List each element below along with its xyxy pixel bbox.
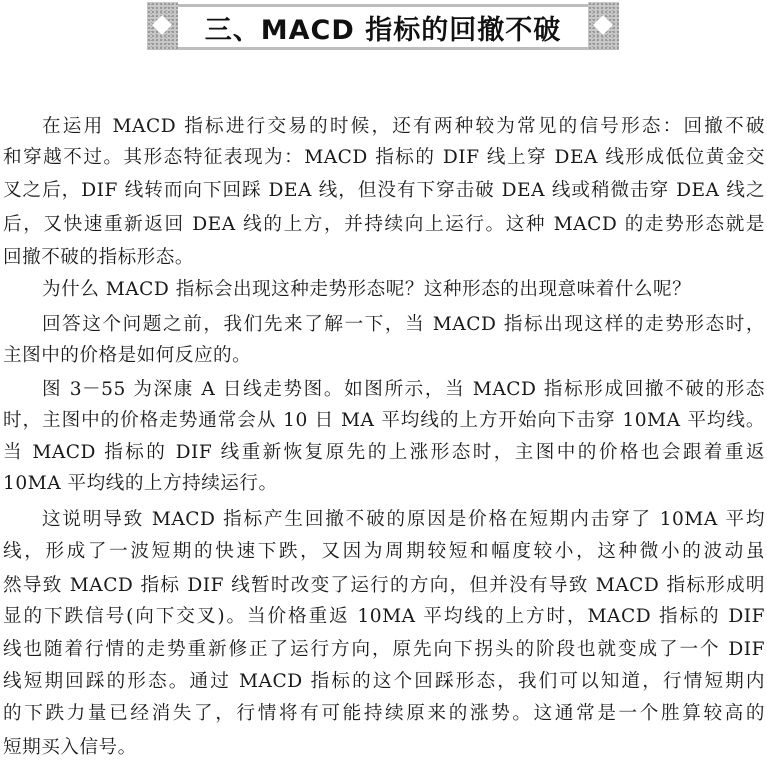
paragraph-4-line-1: 图 3－55 为深康 A 日线走势图。如图所示，当 MACD 指标形成回撤不破的形态: [42, 379, 765, 400]
paragraph-1-line-3: 叉之后，DIF 线转而向下回踩 DEA 线，但没有下穿击破 DEA 线或稍微击穿 DEA 线之: [3, 180, 765, 201]
paragraph-5-line-7: 的下跌力量已经消失了，行情将有可能持续原来的涨势。这通常是一个胜算较高的: [3, 703, 765, 724]
paragraph-5-line-6: 线短期回踩的形态。通过 MACD 指标的这个回踩形态，我们可以知道，行情短期内: [3, 671, 765, 692]
paragraph-3-line-1: 回答这个问题之前，我们先来了解一下，当 MACD 指标出现这样的走势形态时，: [42, 314, 765, 335]
paragraph-1-line-2: 和穿越不过。其形态特征表现为：MACD 指标的 DIF 线上穿 DEA 线形成低位黄金交: [3, 147, 765, 168]
paragraph-1-line-1: 在运用 MACD 指标进行交易的时候，还有两种较为常见的信号形态：回撤不破: [42, 116, 765, 137]
header-left-ornament: [147, 2, 178, 49]
paragraph-5-line-8: 短期买入信号。: [3, 737, 137, 758]
paragraph-5-line-3: 然导致 MACD 指标 DIF 线暂时改变了运行的方向，但并没有导致 MACD 指标形成明: [3, 575, 765, 596]
paragraph-1-line-5: 回撤不破的指标形态。: [3, 247, 194, 268]
paragraph-1-line-4: 后，又快速重新返回 DEA 线的上方，并持续向上运行。这种 MACD 的走势形态就是: [3, 214, 765, 235]
paragraph-5-line-4: 显的下跌信号(向下交叉)。当价格重返 10MA 平均线的上方时，MACD 指标的 DIF: [3, 606, 765, 627]
header-right-ornament: [588, 2, 619, 49]
paragraph-3-line-2: 主图中的价格是如何反应的。: [3, 345, 252, 366]
paragraph-5-line-1: 这说明导致 MACD 指标产生回撤不破的原因是价格在短期内击穿了 10MA 平均: [42, 509, 765, 530]
diamond-icon: [152, 15, 172, 35]
paragraph-5-line-5: 线也随着行情的走势重新修正了运行方向，原先向下拐头的阶段也就变成了一个 DIF: [3, 639, 765, 660]
diamond-icon: [593, 15, 613, 35]
paragraph-2-line-1: 为什么 MACD 指标会出现这种走势形态呢？这种形态的出现意味着什么呢？: [42, 279, 692, 300]
paragraph-4-line-4: 10MA 平均线的上方持续运行。: [3, 473, 278, 494]
paragraph-4-line-2: 时，主图中的价格走势通常会从 10 日 MA 平均线的上方开始向下击穿 10MA 平均线。: [3, 410, 765, 431]
paragraph-5-line-2: 线，形成了一波短期的快速下跌，又因为周期较短和幅度较小，这种微小的波动虽: [3, 541, 765, 562]
section-title: 三、MACD 指标的回撤不破: [204, 14, 562, 46]
paragraph-4-line-3: 当 MACD 指标的 DIF 线重新恢复原先的上涨形态时，主图中的价格也会跟着重返: [3, 442, 765, 463]
